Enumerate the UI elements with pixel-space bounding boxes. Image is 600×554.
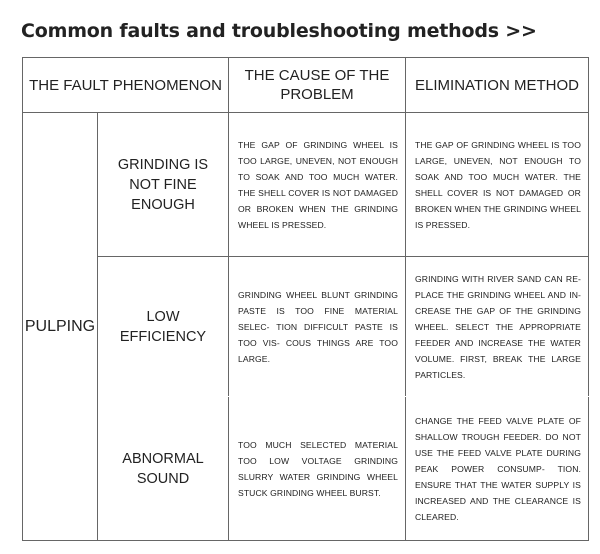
page-heading: Common faults and troubleshooting methods >> <box>21 20 537 42</box>
phenomenon-cell: ABNORMAL SOUND <box>98 397 229 541</box>
table-row <box>23 257 589 397</box>
header-fault-phenomenon: THE FAULT PHENOMENON <box>23 58 229 113</box>
header-row <box>23 58 589 113</box>
faults-table <box>22 57 589 541</box>
category-cell: PULPING <box>23 113 98 541</box>
table-row <box>23 397 589 541</box>
phenomenon-cell: LOW EFFICIENCY <box>98 257 229 397</box>
cause-cell: THE GAP OF GRINDING WHEEL IS TOO LARGE, UNEVEN, NOT ENOUGH TO SOAK AND TOO MUCH WATER. THE SHELL COVER IS NOT DAMAGED OR BROKEN WHEN THE GRINDING WHEEL IS PRESSED. <box>229 113 406 257</box>
phenomenon-cell: GRINDING IS NOT FINE ENOUGH <box>98 113 229 257</box>
cause-cell: GRINDING WHEEL BLUNT GRINDING PASTE IS TOO FINE MATERIAL SELEC- TION DIFFICULT PASTE IS TOO VIS- COUS THINGS ARE TOO LARGE. <box>229 257 406 397</box>
header-cause: THE CAUSE OF THE PROBLEM <box>229 58 406 113</box>
elimination-cell: CHANGE THE FEED VALVE PLATE OF SHALLOW TROUGH FEEDER. DO NOT USE THE FEED VALVE PLATE DURING PEAK POWER CONSUMP- TION. ENSURE THAT THE WATER SUPPLY IS INCREASED AND THE CLEARANCE IS CLEARED. <box>406 397 589 541</box>
table-row <box>23 113 589 257</box>
elimination-cell: GRINDING WITH RIVER SAND CAN RE- PLACE THE GRINDING WHEEL AND IN- CREASE THE GAP OF THE GRINDING WHEEL. SELECT THE APPROPRIATE FEEDER AND INCREASE THE WATER VOLUME. FIRST, BREAK THE LARGE PARTICLES. <box>406 257 589 397</box>
elimination-cell: THE GAP OF GRINDING WHEEL IS TOO LARGE, UNEVEN, NOT ENOUGH TO SOAK AND TOO MUCH WATER. THE SHELL COVER IS NOT DAMAGED OR BROKEN WHEN THE GRINDING WHEEL IS PRESSED. <box>406 113 589 257</box>
header-elimination-method: ELIMINATION METHOD <box>406 58 589 113</box>
cause-cell: TOO MUCH SELECTED MATERIAL TOO LOW VOLTAGE GRINDING SLURRY WATER GRINDING WHEEL STUCK GRINDING WHEEL BURST. <box>229 397 406 541</box>
